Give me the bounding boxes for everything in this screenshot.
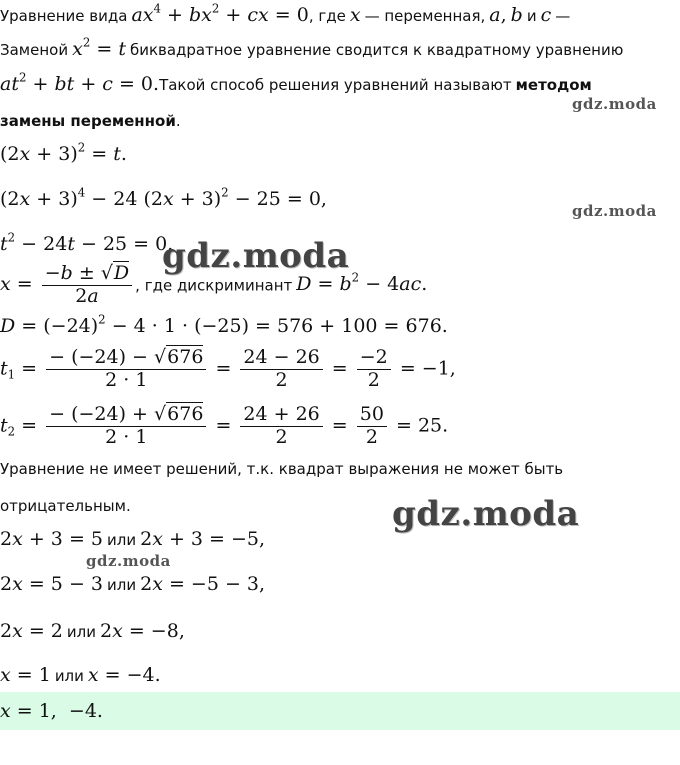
root-t2: $t_2$ = $\frac{- (-24) + √676}{2 \cdot 1}$ = $\frac{24 + 26}{2}$ = $\frac{50}{2}$ = 25. xyxy=(0,403,449,448)
intro-text-1e: — xyxy=(555,7,571,25)
intro-line-1 xyxy=(0,1,571,26)
intro-bold-4: замены переменной xyxy=(0,112,176,130)
or-word-2: или xyxy=(107,576,137,594)
root-t1: $t_1$ = $\frac{- (-24) - √676}{2 \cdot 1}$ = $\frac{24 - 26}{2}$ = $\frac{-2}{2}$ = −1, xyxy=(0,346,456,391)
quadratic-formula: x = $\frac{-b \pm √D}{2a}$ xyxy=(0,273,135,295)
or-word-1: или xyxy=(107,531,137,549)
or-word-3: или xyxy=(66,623,96,641)
var-a: a, xyxy=(489,4,507,26)
intro-text-3a: Такой способ решения уравнений называют xyxy=(159,76,512,94)
no-solution-line-2: отрицательным. xyxy=(0,497,131,515)
discriminant-text: , где дискриминант xyxy=(135,276,293,295)
var-b: b xyxy=(510,4,523,26)
line-cover xyxy=(0,308,140,314)
case-line-2: 2x = 5 − 3 или 2x = −5 − 3, xyxy=(0,573,266,595)
t2-cover xyxy=(0,448,400,457)
var-c: c xyxy=(540,4,552,26)
or-word-4: или xyxy=(54,667,84,685)
var-x: x xyxy=(349,4,361,26)
intro-text-1b: , где xyxy=(308,7,346,25)
intro-text-1a: Уравнение вида xyxy=(0,7,128,25)
intro-line-4 xyxy=(0,112,181,131)
intro-text-4: . xyxy=(175,112,181,130)
substitution-eq: $x^2 = t$ xyxy=(72,35,126,60)
watermark: gdz.moda xyxy=(162,236,350,276)
substitution-line: $(2x + 3)^2 = t$. xyxy=(0,140,127,165)
watermark: gdz.moda xyxy=(86,552,171,570)
quadratic-in-t: $t^2 - 24t - 25 = 0$. xyxy=(0,230,174,255)
intro-text-2b: биквадратное уравнение сводится к квадратному уравнению xyxy=(129,41,624,59)
intro-line-2 xyxy=(0,35,624,60)
intro-text-1d: и xyxy=(526,7,537,25)
equation-general: $ax^4 + bx^2$ + cx = 0 xyxy=(131,1,309,26)
case-line-4: x = 1 или x = −4. xyxy=(0,664,161,686)
case-line-1: 2x + 3 = 5 или 2x + 3 = −5, xyxy=(0,528,266,550)
watermark: gdz.moda xyxy=(392,494,580,534)
quadratic-eq: $at^2$ + bt + c = 0. xyxy=(0,70,160,95)
intro-text-1c: — переменная, xyxy=(364,7,486,25)
intro-text-2a: Заменой xyxy=(0,41,69,59)
intro-line-3 xyxy=(0,70,592,95)
watermark: gdz.moda xyxy=(572,202,657,220)
original-equation: $(2x + 3)^4 - 24$ $(2x + 3)^2 - 25 = 0$, xyxy=(0,185,327,210)
watermark: gdz.moda xyxy=(572,95,657,113)
no-solution-line-1: Уравнение не имеет решений, т.к. квадрат выражения не может быть xyxy=(0,460,564,478)
discriminant-calc: $D = (-24)^2 - 4 \cdot 1 \cdot (-25) = 576 + 100 = 676$. xyxy=(0,312,448,337)
intro-bold-3: методом xyxy=(515,76,592,94)
answer: x = 1, −4. xyxy=(0,700,103,722)
discriminant-formula: $D = b^2 - 4ac$. xyxy=(296,270,428,296)
case-line-3: 2x = 2 или 2x = −8, xyxy=(0,620,185,642)
